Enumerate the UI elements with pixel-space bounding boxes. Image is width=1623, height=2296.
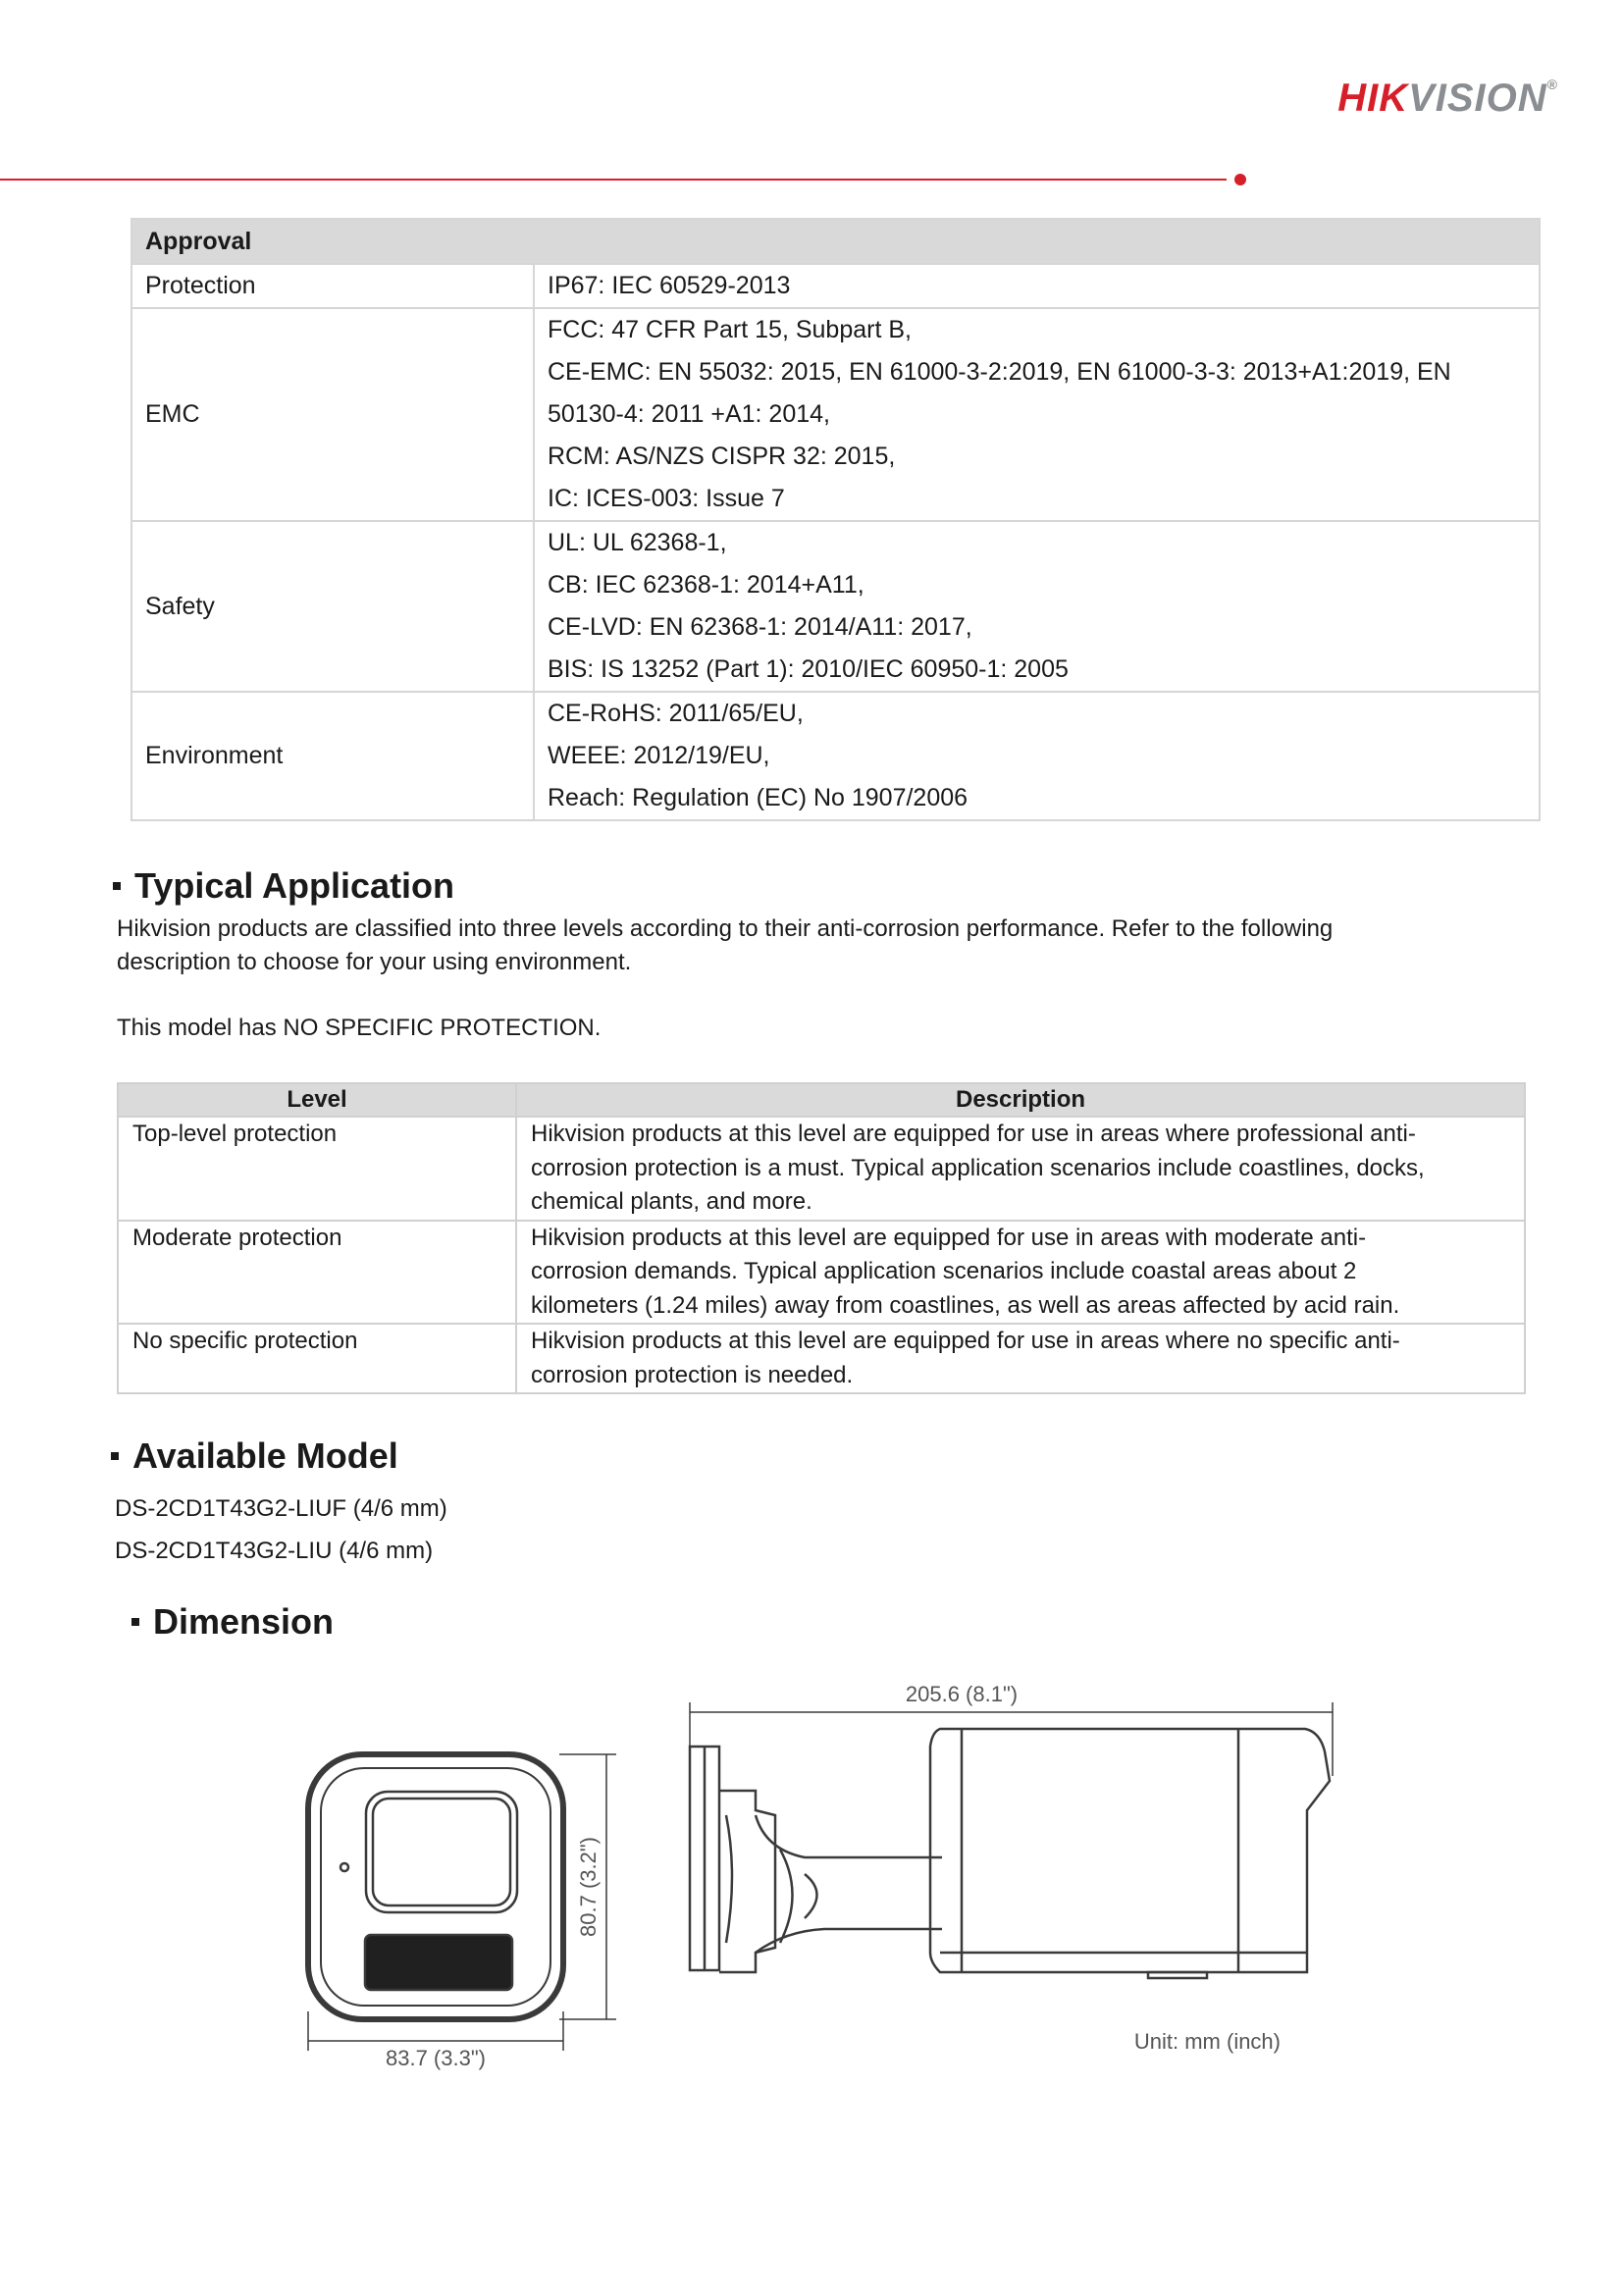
- description-header: Description: [516, 1083, 1525, 1117]
- level-table-header: [118, 1083, 1525, 1117]
- length-label: 205.6 (8.1"): [905, 1682, 1019, 1706]
- level-description: [516, 1117, 1525, 1221]
- level-name: Top-level protection: [118, 1117, 516, 1221]
- approval-value-line: IP67: IEC 60529-2013: [548, 272, 791, 299]
- level-name: No specific protection: [118, 1324, 516, 1393]
- approval-header-row: [131, 219, 1540, 264]
- length-dimension-line: [690, 1702, 1333, 1776]
- bullet-icon: [131, 1618, 139, 1626]
- approval-value-line: BIS: IS 13252 (Part 1): 2010/IEC 60950-1: 2005: [548, 655, 1069, 683]
- approval-table: [131, 218, 1541, 821]
- typical-application-intro: [117, 913, 1333, 979]
- approval-title: Approval: [131, 219, 1540, 264]
- level-row: [118, 1324, 1525, 1393]
- level-header: Level: [118, 1083, 516, 1117]
- description-line: Hikvision products at this level are equipped for use in areas with moderate anti-: [531, 1224, 1367, 1251]
- approval-label: Environment: [131, 692, 534, 820]
- approval-value-line: WEEE: 2012/19/EU,: [548, 742, 770, 769]
- header-divider-dot: [1234, 174, 1246, 185]
- description-line: corrosion protection is a must. Typical application scenarios include coastlines, docks,: [531, 1154, 1425, 1181]
- model-item: DS-2CD1T43G2-LIUF (4/6 mm): [115, 1495, 447, 1522]
- model-list: [115, 1487, 447, 1572]
- approval-values: [534, 264, 1540, 308]
- description-line: corrosion demands. Typical application scenarios include coastal areas about 2: [531, 1258, 1357, 1284]
- description-line: Hikvision products at this level are equipped for use in areas where professional anti-: [531, 1121, 1416, 1147]
- protection-level-table: [117, 1082, 1526, 1394]
- level-row: [118, 1117, 1525, 1221]
- model-protection-note: This model has NO SPECIFIC PROTECTION.: [117, 1015, 602, 1041]
- typical-application-heading: [113, 865, 454, 907]
- typical-application-title: Typical Application: [134, 865, 455, 906]
- approval-value-line: Reach: Regulation (EC) No 1907/2006: [548, 784, 969, 811]
- approval-value-line: CE-RoHS: 2011/65/EU,: [548, 700, 804, 727]
- approval-label: EMC: [131, 308, 534, 521]
- approval-label: Protection: [131, 264, 534, 308]
- bullet-icon: [111, 1452, 119, 1460]
- approval-row-safety: [131, 521, 1540, 692]
- available-model-heading: [111, 1435, 398, 1477]
- intro-line: description to choose for your using environment.: [117, 949, 632, 975]
- available-model-title: Available Model: [132, 1435, 398, 1476]
- approval-value-line: 50130-4: 2011 +A1: 2014,: [548, 400, 830, 428]
- dimension-title: Dimension: [153, 1601, 335, 1642]
- approval-value-line: CE-LVD: EN 62368-1: 2014/A11: 2017,: [548, 613, 972, 641]
- camera-side-view: [690, 1729, 1330, 1978]
- approval-row-emc: [131, 308, 1540, 521]
- approval-value-line: RCM: AS/NZS CISPR 32: 2015,: [548, 443, 896, 470]
- approval-value-line: CB: IEC 62368-1: 2014+A11,: [548, 571, 864, 599]
- approval-value-line: UL: UL 62368-1,: [548, 529, 727, 556]
- approval-row-protection: [131, 264, 1540, 308]
- description-line: chemical plants, and more.: [531, 1188, 812, 1215]
- dimension-heading: [131, 1601, 334, 1643]
- approval-value-line: CE-EMC: EN 55032: 2015, EN 61000-3-2:2019, EN 61000-3-3: 2013+A1:2019, EN: [548, 358, 1451, 386]
- model-item: DS-2CD1T43G2-LIU (4/6 mm): [115, 1538, 434, 1564]
- level-description: [516, 1324, 1525, 1393]
- approval-value-line: FCC: 47 CFR Part 15, Subpart B,: [548, 316, 912, 343]
- intro-line: Hikvision products are classified into three levels according to their anti-corrosion performance. Refer to the following: [117, 915, 1334, 942]
- approval-label: Safety: [131, 521, 534, 692]
- level-name: Moderate protection: [118, 1221, 516, 1325]
- hikvision-logo: HIKVISION®: [1337, 77, 1558, 120]
- unit-label: Unit: mm (inch): [1133, 2029, 1281, 2054]
- bullet-icon: [113, 882, 121, 890]
- description-line: kilometers (1.24 miles) away from coastlines, as well as areas affected by acid rain.: [531, 1291, 1400, 1319]
- description-line: Hikvision products at this level are equipped for use in areas where no specific anti-: [531, 1328, 1400, 1354]
- width-label: 83.7 (3.3"): [386, 2046, 486, 2070]
- approval-row-environment: [131, 692, 1540, 820]
- approval-values: [534, 308, 1540, 521]
- level-row: [118, 1221, 1525, 1325]
- approval-values: [534, 521, 1540, 692]
- camera-front-view: [308, 1754, 563, 2019]
- header-divider: [0, 179, 1227, 181]
- dimension-drawing: [294, 1678, 1374, 2070]
- level-description: [516, 1221, 1525, 1325]
- approval-value-line: IC: ICES-003: Issue 7: [548, 485, 785, 512]
- height-label: 80.7 (3.2"): [576, 1837, 601, 1937]
- approval-values: [534, 692, 1540, 820]
- description-line: corrosion protection is needed.: [531, 1361, 854, 1388]
